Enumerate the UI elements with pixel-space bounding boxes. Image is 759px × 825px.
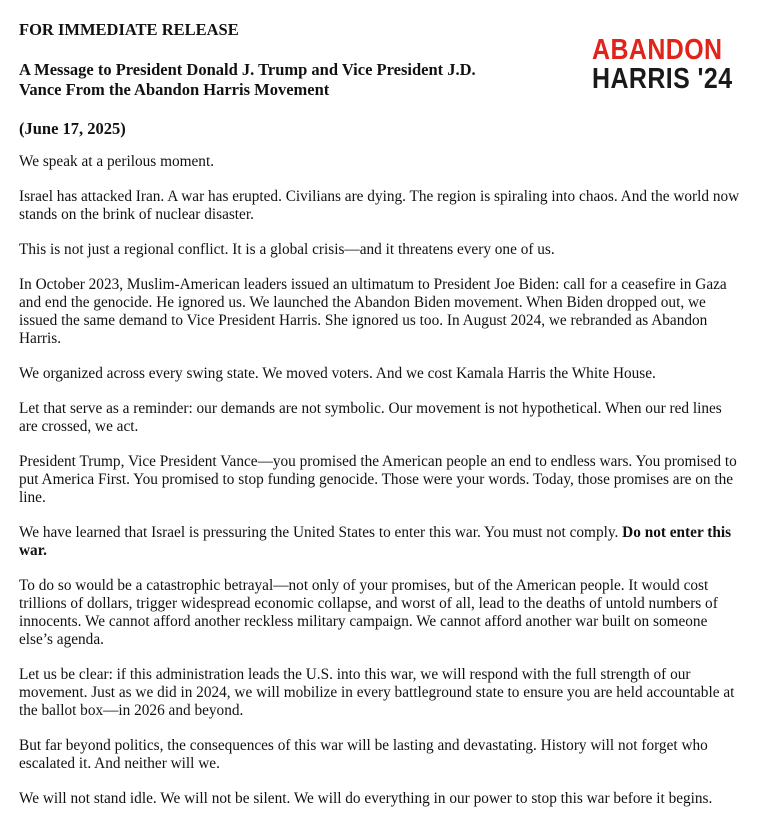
- paragraph-8-emphasis: Do not enter this war.: [19, 524, 732, 559]
- paragraph-12: We will not stand idle. We will not be silent. We will do everything in our power to stop this war before it begins.: [19, 790, 713, 807]
- release-label: FOR IMMEDIATE RELEASE: [19, 20, 239, 39]
- logo-line-bottom: HARRIS '24: [592, 63, 733, 95]
- paragraph-8-text: We have learned that Israel is pressuring the United States to enter this war. You must not comply.: [19, 524, 619, 541]
- paragraph-2: Israel has attacked Iran. A war has erupted. Civilians are dying. The region is spiraling into chaos. And the world now stands on the brink of nuclear disaster.: [19, 188, 740, 223]
- paragraph-6: Let that serve as a reminder: our demands are not symbolic. Our movement is not hypothetical. When our red lines are crossed, we act.: [19, 400, 722, 435]
- paragraph-5: We organized across every swing state. We moved voters. And we cost Kamala Harris the White House.: [19, 365, 656, 382]
- paragraph-9: To do so would be a catastrophic betrayal—not only of your promises, but of the American people. It would cost trillions of dollars, trigger widespread economic collapse, and worst of all, lead to the deaths of untold numbers of innocents. We cannot afford another reckless military campaign. We cannot afford another war built on someone else’s agenda.: [19, 577, 718, 648]
- paragraph-1: We speak at a perilous moment.: [19, 153, 215, 170]
- release-date: (June 17, 2025): [19, 119, 126, 138]
- press-release: [19, 19, 741, 825]
- statement-body: [19, 153, 741, 808]
- paragraph-4: In October 2023, Muslim-American leaders issued an ultimatum to President Joe Biden: call for a ceasefire in Gaza and end the genocide. He ignored us. We launched the Abandon Biden movement. When Biden dropped out, we issued the same demand to Vice President Harris. She ignored us too. In August 2024, we rebranded as Abandon Harris.: [19, 276, 727, 347]
- logo-line-top: ABANDON: [592, 34, 723, 66]
- paragraph-11: But far beyond politics, the consequences of this war will be lasting and devastating. History will not forget who escalated it. And neither will we.: [19, 737, 708, 772]
- paragraph-3: This is not just a regional conflict. It is a global crisis—and it threatens every one of us.: [19, 241, 555, 258]
- paragraph-10: Let us be clear: if this administration leads the U.S. into this war, we will respond with the full strength of our movement. Just as we did in 2024, we will mobilize in every battleground state to ensure you are held accountable at the ballot box—in 2026 and beyond.: [19, 666, 735, 719]
- paragraph-8: [19, 524, 741, 560]
- paragraph-7: President Trump, Vice President Vance—you promised the American people an end to endless wars. You promised to put America First. You promised to stop funding genocide. Those were your words. Today, those promises are on the line.: [19, 453, 737, 506]
- headline: A Message to President Donald J. Trump and Vice President J.D. Vance From the Abandon Harris Movement: [19, 60, 476, 99]
- abandon-harris-logo: [592, 36, 742, 94]
